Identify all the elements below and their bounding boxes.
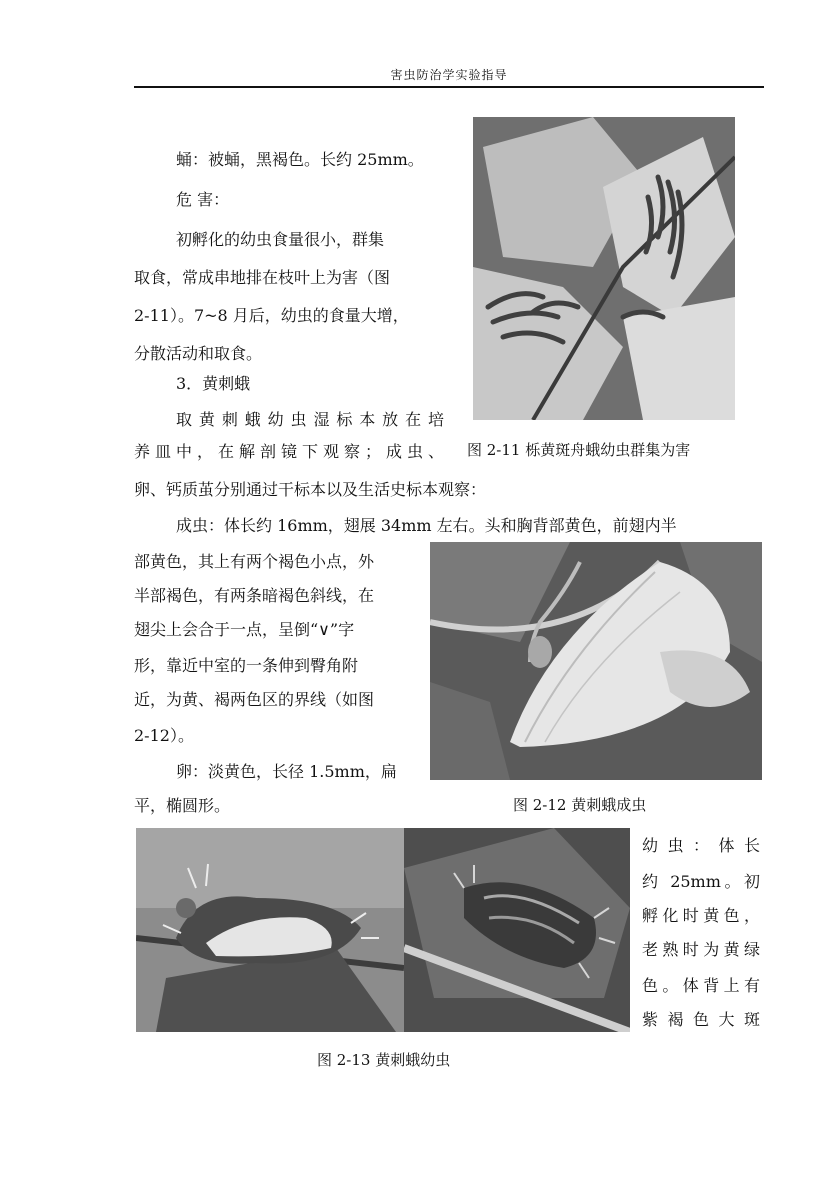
adult-line-6: 近，为黄、褐两色区的界线（如图 [134, 690, 375, 709]
damage-line-4: 分散活动和取食。 [134, 344, 263, 363]
larva-line-6: 紫 褐 色 大 斑 [642, 1010, 760, 1029]
egg-line-1: 卵：淡黄色，长径 1.5mm，扁 [176, 762, 397, 781]
adult-line-2: 部黄色，其上有两个褐色小点，外 [134, 552, 375, 571]
figure-2-11-photo [473, 117, 735, 420]
adult-line-5: 形，靠近中室的一条伸到臀角附 [134, 656, 359, 675]
egg-line-2: 平，椭圆形。 [134, 796, 231, 815]
adult-line-7: 2-12）。 [134, 726, 194, 745]
pupa-line: 蛹：被蛹，黑褐色。长约 25mm。 [176, 150, 424, 169]
figure-2-12-caption: 图 2-12 黄刺蛾成虫 [513, 796, 647, 814]
larva-line-4: 老熟时为黄绿 [642, 940, 760, 959]
intro-line-3: 卵、钙质茧分别通过干标本以及生活史标本观察： [134, 480, 487, 499]
damage-line-1: 初孵化的幼虫食量很小，群集 [176, 230, 385, 249]
larva-line-5: 色。体背上有 [642, 976, 760, 995]
header-rule [134, 86, 764, 88]
adult-line-1: 成虫：体长约 16mm，翅展 34mm 左右。头和胸背部黄色，前翅内半 [176, 516, 677, 535]
larva-line-2: 约 25mm。初 [642, 872, 760, 891]
figure-2-13-caption: 图 2-13 黄刺蛾幼虫 [317, 1051, 451, 1069]
figure-2-13-photo-right [404, 828, 630, 1032]
figure-2-12-photo [430, 542, 762, 780]
damage-line-3: 2-11）。7~8 月后，幼虫的食量大增， [134, 306, 409, 325]
figure-2-13-photo-left [136, 828, 404, 1032]
adult-line-3: 半部褐色，有两条暗褐色斜线，在 [134, 586, 375, 605]
larva-line-3: 孵化时黄色， [642, 906, 760, 925]
damage-line-2: 取食，常成串地排在枝叶上为害（图 [134, 268, 391, 287]
intro-line-1: 取黄刺蛾幼虫湿标本放在培 [176, 410, 444, 429]
running-header: 害虫防治学实验指导 [390, 68, 508, 82]
intro-line-2: 养皿中，在解剖镜下观察；成虫、 [134, 442, 444, 461]
figure-2-11-caption: 图 2-11 栎黄斑舟蛾幼虫群集为害 [467, 441, 691, 459]
larva-line-1: 幼虫：体长 [642, 836, 760, 855]
damage-heading: 危 害： [176, 190, 230, 209]
section-3-heading: 3．黄刺蛾 [176, 374, 251, 393]
adult-line-4: 翅尖上会合于一点，呈倒“∨”字 [134, 620, 355, 639]
